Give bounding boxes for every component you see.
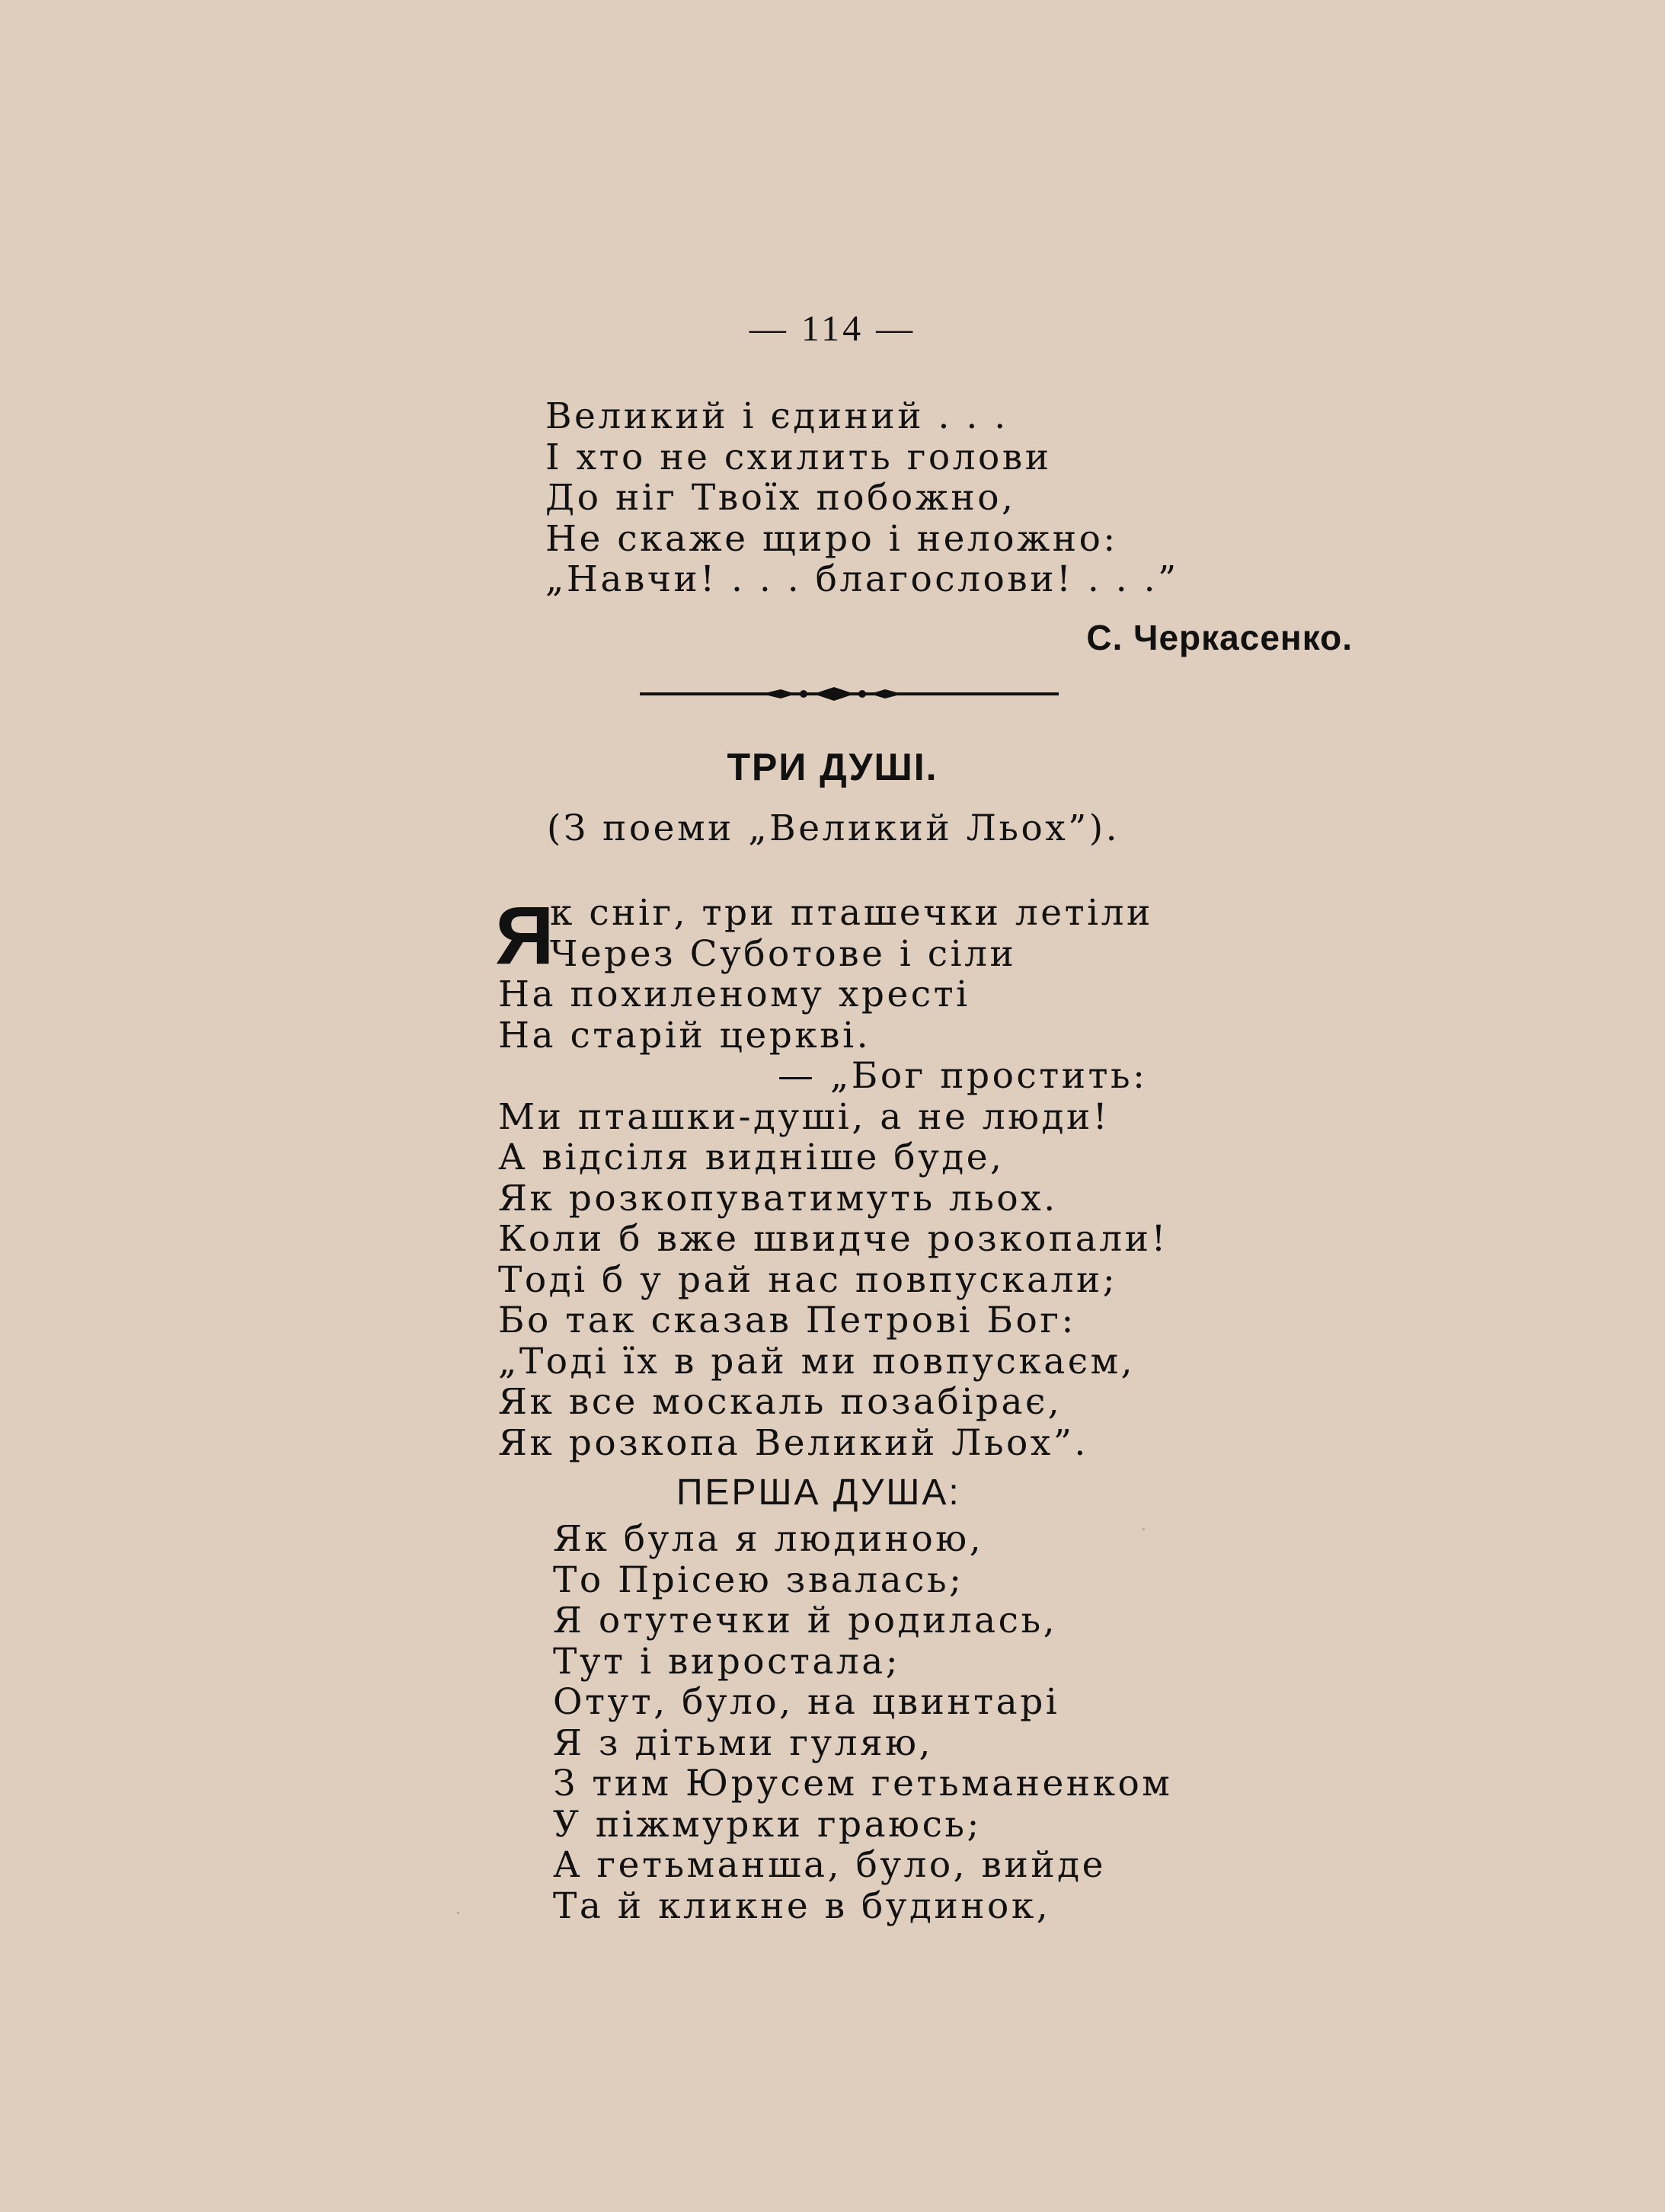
poem-line: У піжмурки граюсь;: [553, 1803, 982, 1846]
poem-line: — „Бог простить:: [778, 1055, 1148, 1097]
poem-line: І хто не схилить голови: [545, 436, 1052, 478]
poem2-title: ТРИ ДУШІ.: [727, 746, 938, 788]
poem-line: Тут і виростала;: [553, 1640, 901, 1683]
poem-line: Як розкопуватимуть льох.: [498, 1177, 1058, 1219]
divider-ornament-icon: [640, 682, 1059, 705]
poem1-stanza: [545, 396, 1179, 600]
poem-line: На старій церкві.: [498, 1014, 871, 1056]
poem-line: А гетьманша, було, вийде: [553, 1844, 1106, 1886]
poem2-stanza: [498, 974, 1168, 1463]
page-number: — 114 —: [749, 308, 916, 349]
poem-line: Через Суботове і сіли: [550, 932, 1017, 975]
poem-line: Та й кликне в будинок,: [553, 1884, 1051, 1927]
poem-line: На похиленому хресті: [498, 973, 970, 1015]
first-soul-stanza: [553, 1519, 1172, 1926]
poem-line: Бо так сказав Петрові Бог:: [498, 1299, 1076, 1341]
poem-line: Коли б вже швидче розкопали!: [498, 1218, 1168, 1260]
paper-speck: [457, 1912, 459, 1914]
poem2-subtitle: (З поеми „Великий Льох”).: [547, 807, 1120, 849]
poem-line: Ми пташки-душі, а не люди!: [498, 1095, 1111, 1138]
paper-speck: [1142, 1528, 1145, 1530]
poem-line: Не скаже щиро і неложно:: [545, 517, 1118, 560]
poem-line: Отут, було, на цвинтарі: [553, 1681, 1060, 1723]
drop-cap: Я: [495, 889, 554, 981]
poem-line: Тоді б у рай нас повпускали;: [498, 1258, 1118, 1301]
poem1-author: С. Черкасенко.: [1086, 618, 1353, 657]
poem-line: Як все москаль позабірає,: [498, 1381, 1063, 1423]
poem-line: к сніг, три пташечки летіли: [550, 892, 1153, 934]
poem-line: А відсіля видніше буде,: [498, 1136, 1005, 1178]
section-heading: ПЕРША ДУША:: [676, 1472, 961, 1513]
poem-line: З тим Юрусем гетьманенком: [553, 1763, 1173, 1804]
poem2-opening-lines: [550, 893, 1153, 974]
poem-line: Як розкопа Великий Льох”.: [498, 1421, 1088, 1464]
poem-line: То Прісею звалась;: [553, 1558, 964, 1601]
poem-line: Як була я людиною,: [553, 1518, 984, 1560]
poem-line: „Тоді їх в рай ми повпускаєм,: [498, 1340, 1136, 1382]
poem-line: Я отутечки й родилась,: [553, 1600, 1058, 1641]
poem-line: До ніг Твоїх побожно,: [545, 477, 1016, 519]
poem-line: „Навчи! . . . благослови! . . .”: [545, 558, 1179, 600]
poem-line: Великий і єдиний . . .: [545, 395, 1008, 437]
poem-line: Я з дітьми гуляю,: [553, 1721, 934, 1764]
